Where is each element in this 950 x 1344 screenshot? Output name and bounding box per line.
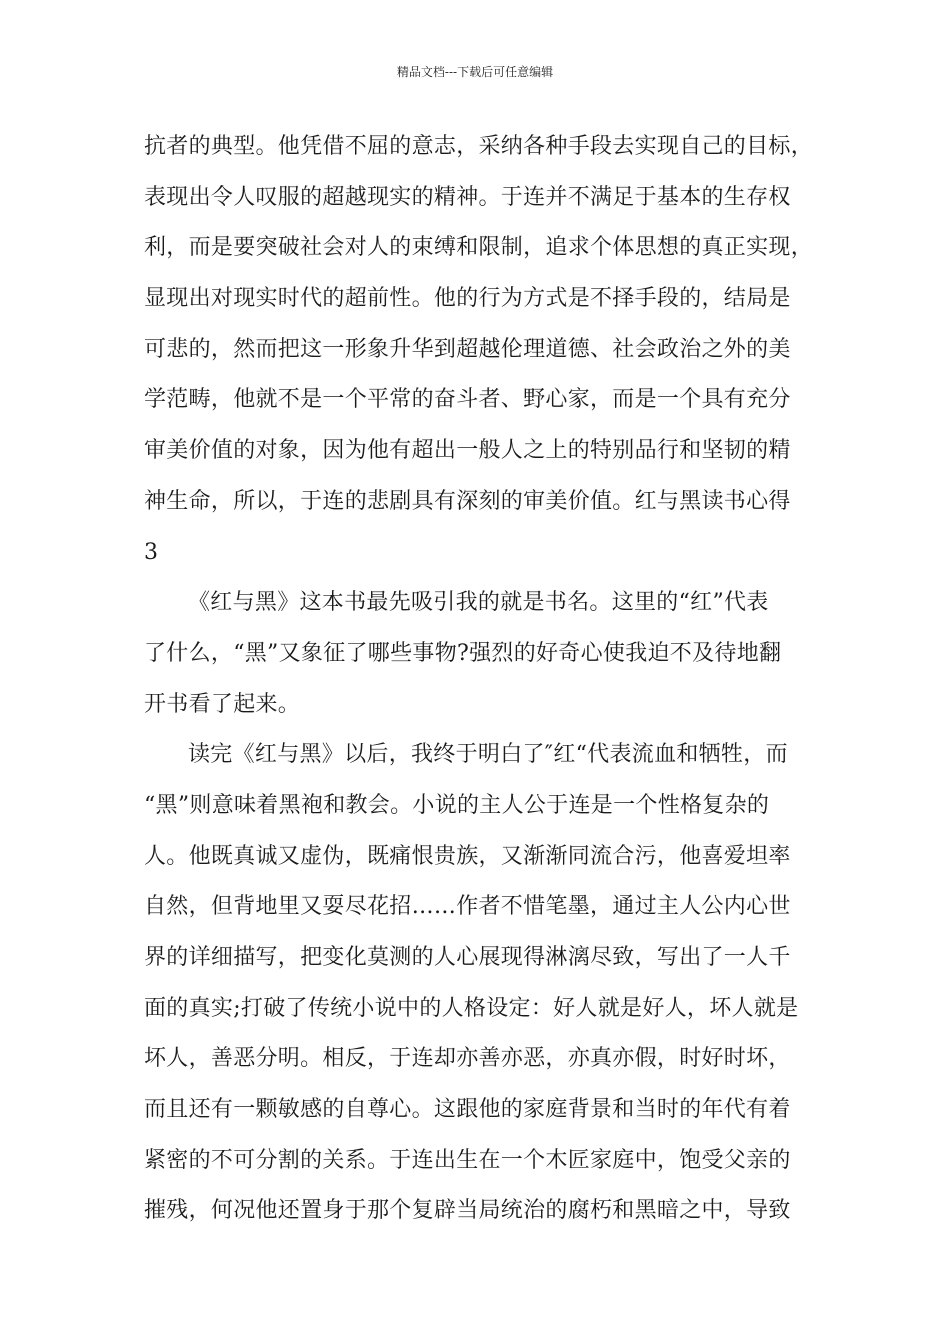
text-line: 审美价值的对象，因为他有超出一般人之上的特别品行和坚韧的精: [144, 438, 791, 464]
paragraph-first-line: 《红与黑》这本书最先吸引我的就是书名。这里的“红”代表: [188, 590, 769, 616]
text-line: 表现出令人叹服的超越现实的精神。于连并不满足于基本的生存权: [144, 184, 791, 210]
text-line: 自然，但背地里又耍尽花招……作者不惜笔墨，通过主人公内心世: [144, 894, 791, 920]
text-line: 3: [144, 539, 159, 565]
text-line: “黑”则意味着黑袍和教会。小说的主人公于连是一个性格复杂的: [144, 792, 770, 818]
text-line: 摧残，何况他还置身于那个复辟当局统治的腐朽和黑暗之中，导致: [144, 1198, 791, 1224]
text-line: 利，而是要突破社会对人的束缚和限制，追求个体思想的真正实现，: [144, 235, 814, 261]
paragraph-first-line: 读完《红与黑》以后，我终于明白了″红“代表流血和牺牲，而: [188, 742, 788, 768]
text-line: 开书看了起来。: [144, 691, 301, 717]
text-line: 人。他既真诚又虚伪，既痛恨贵族，又渐渐同流合污，他喜爱坦率: [144, 843, 791, 869]
document-body: [144, 128, 814, 1243]
page-header: 精品文档---下载后可任意编辑: [396, 65, 554, 79]
text-line: 显现出对现实时代的超前性。他的行为方式是不择手段的，结局是: [144, 286, 791, 312]
text-line: 坏人，善恶分明。相反，于连却亦善亦恶，亦真亦假，时好时坏，: [144, 1046, 791, 1072]
text-line: 学范畴，他就不是一个平常的奋斗者、野心家，而是一个具有充分: [144, 387, 791, 413]
text-line: 了什么，“黑”又象征了哪些事物?强烈的好奇心使我迫不及待地翻: [144, 640, 782, 666]
text-line: 可悲的，然而把这一形象升华到超越伦理道德、社会政治之外的美: [144, 336, 791, 362]
text-line: 面的真实;打破了传统小说中的人格设定：好人就是好人，坏人就是: [144, 995, 799, 1021]
text-line: 紧密的不可分割的关系。于连出生在一个木匠家庭中，饱受父亲的: [144, 1147, 791, 1173]
text-line: 抗者的典型。他凭借不屈的意志，采纳各种手段去实现自己的目标，: [144, 134, 814, 159]
text-line: 界的详细描写，把变化莫测的人心展现得淋漓尽致，写出了一人千: [144, 945, 791, 970]
text-line: 神生命，所以，于连的悲剧具有深刻的审美价值。红与黑读书心得: [144, 488, 791, 514]
text-line: 而且还有一颗敏感的自尊心。这跟他的家庭背景和当时的年代有着: [144, 1097, 791, 1123]
